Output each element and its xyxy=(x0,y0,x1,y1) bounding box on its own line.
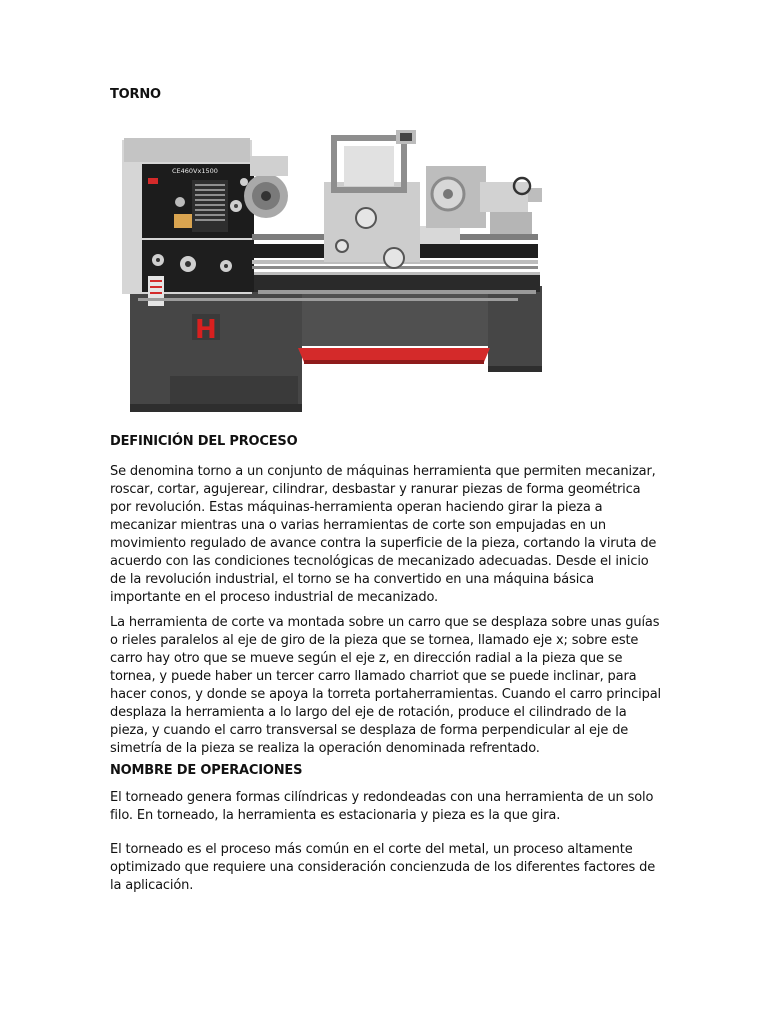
section-heading-operaciones: NOMBRE DE OPERACIONES xyxy=(110,763,303,778)
paragraph-definicion-2: La herramienta de corte va montada sobre un carro que se desplaza sobre unas guías o rieles paralelos al eje de giro de la pieza que se tornea, llamado eje x; sobre este carro hay otro que se mueve según el eje z, en dirección radial a la pieza que se tornea, y puede haber un tercer carro llamado charriot que se puede inclinar, para hacer conos, y donde se apoya la torreta portaherramientas. Cuando el carro principal desplaza la herramienta a lo largo del eje de rotación, produce el cilindrado de la pieza, y cuando el carro transversal se desplaza de forma perpendicular al eje de simetría de la pieza se realiza la operación denominada refrentado. xyxy=(110,615,661,756)
chip-tray xyxy=(298,348,490,362)
paragraph-operaciones-1: El torneado genera formas cilíndricas y redondeadas con una herramienta de un solo filo. En torneado, la herramienta es estacionaria y pieza es la que gira. xyxy=(110,790,654,823)
model-label: CE460Vx1500 xyxy=(172,167,218,175)
document-title: TORNO xyxy=(110,87,161,102)
section-heading-definicion: DEFINICIÓN DEL PROCESO xyxy=(110,434,298,449)
lathe-machine-image xyxy=(118,126,546,416)
paragraph-definicion-1: Se denomina torno a un conjunto de máquinas herramienta que permiten mecanizar, roscar, cortar, agujerear, cilindrar, desbastar y ranurar piezas de forma geométrica por revolución. Estas máquinas-herramienta operan haciendo girar la pieza a mecanizar mientras una o varias herramientas de corte son empujadas en un movimiento regulado de avance contra la superficie de la pieza, cortando la viruta de acuerdo con las condiciones tecnológicas de mecanizado adecuadas. Desde el inicio de la revolución industrial, el torno se ha convertido en una máquina básica importante en el proceso industrial de mecanizado. xyxy=(110,464,657,605)
tailstock xyxy=(480,182,528,212)
brand-logo: H xyxy=(195,315,217,345)
paragraph-operaciones-2: El torneado es el proceso más común en el corte del metal, un proceso altamente optimizado que requiere una consideración concienzuda de los diferentes factores de la aplicación. xyxy=(110,842,656,893)
lathe-bed-rails xyxy=(250,274,540,292)
